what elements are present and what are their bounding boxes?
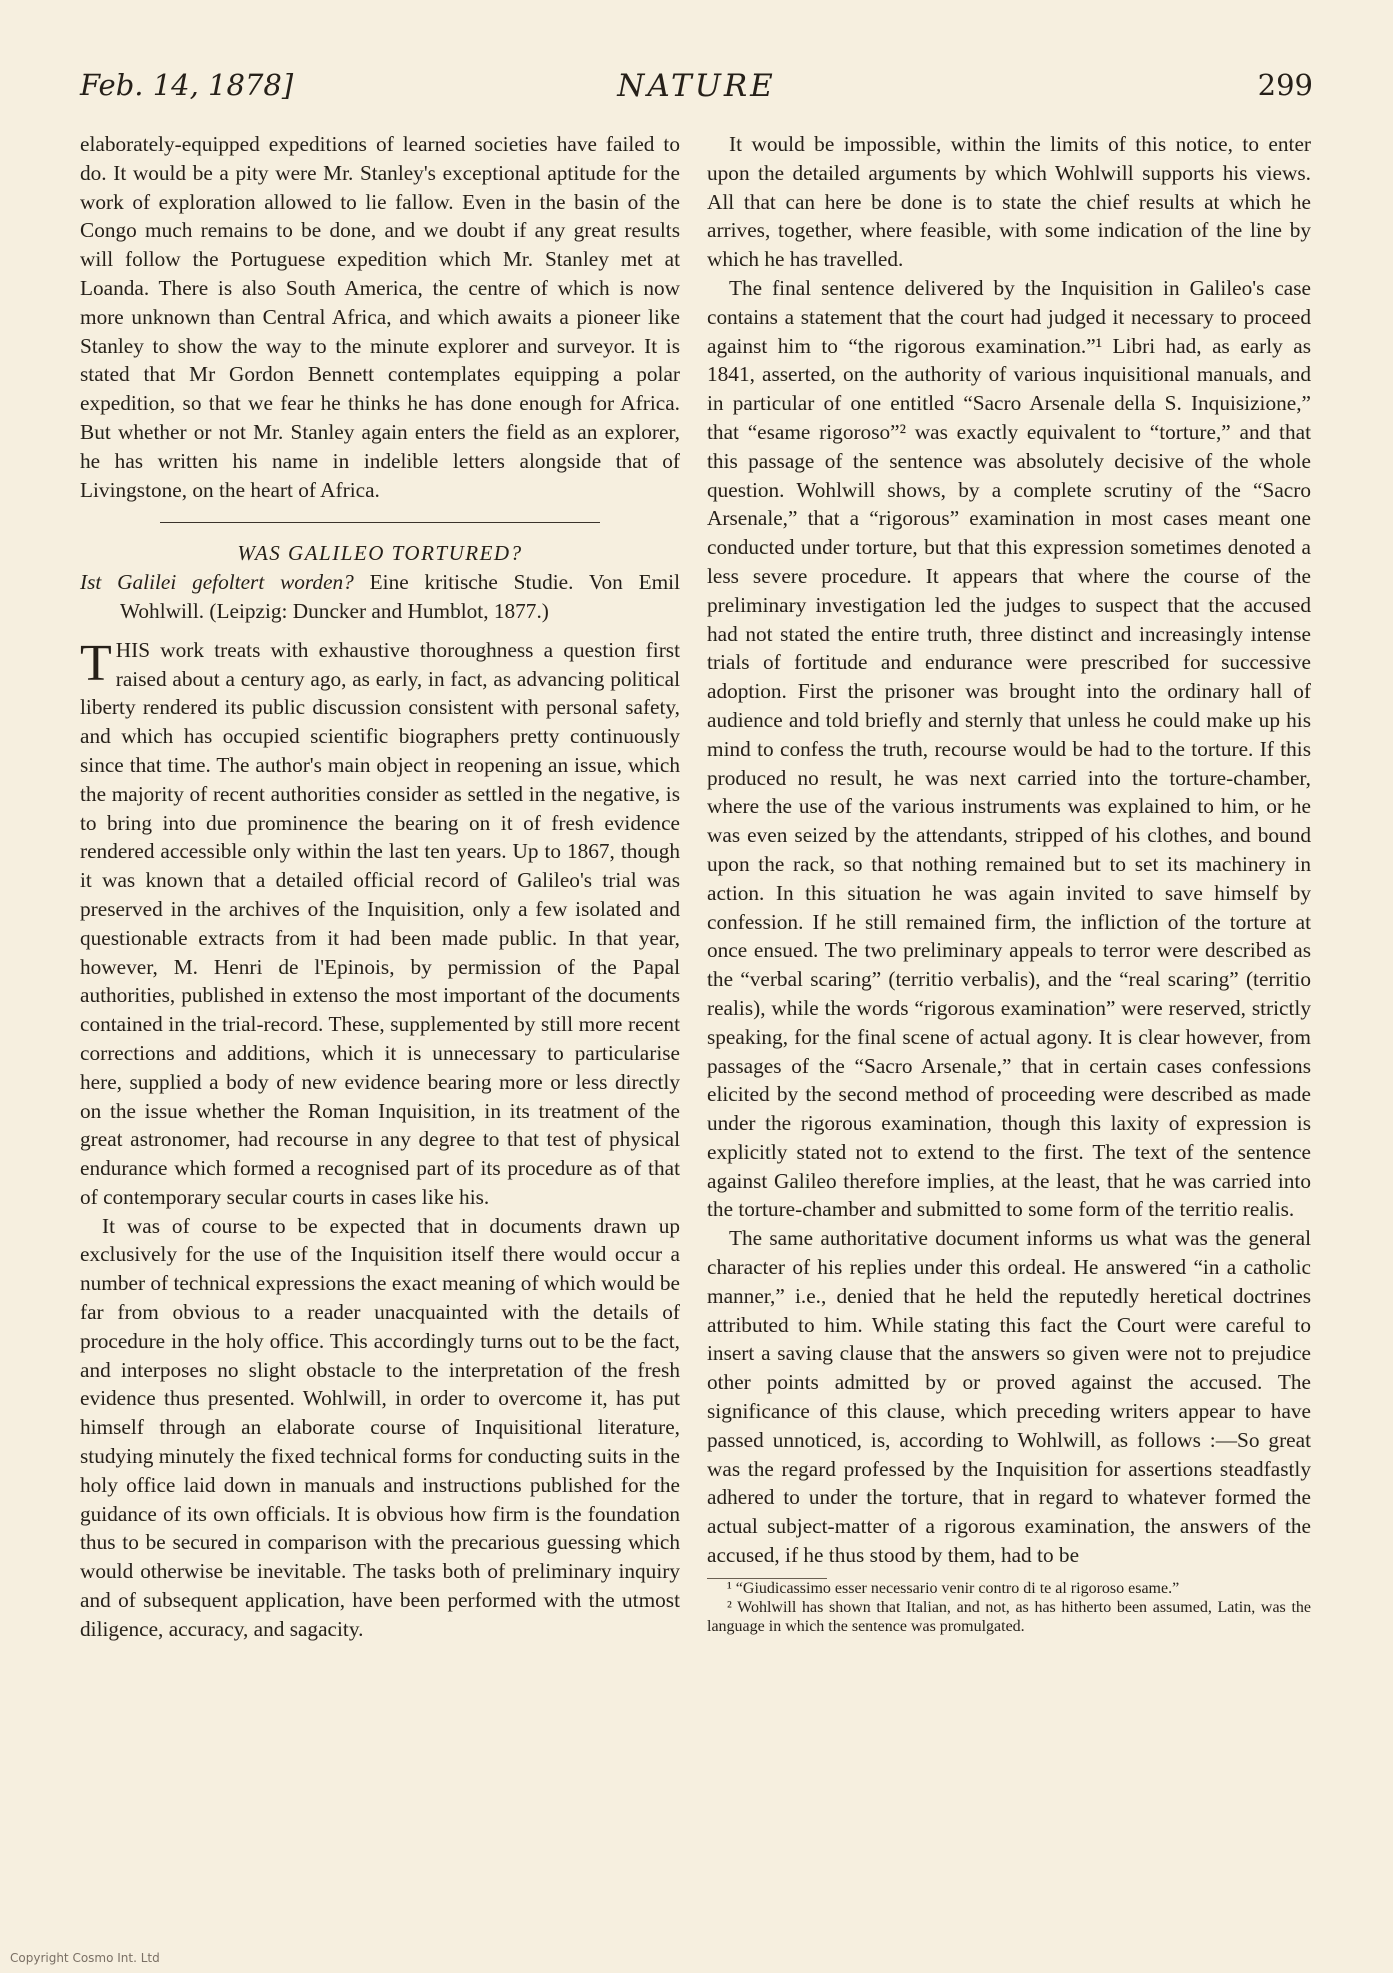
article-paragraph-3: It would be impossible, within the limits of this notice, to enter upon the detailed arguments by which Wohlwill supports his views. All that can here be done is to state the chief results at which he arrives, together, where feasible, with some indication of the line by which he has travelled. [707, 132, 1311, 272]
review-book-title: Ist Galilei gefoltert worden? [80, 570, 354, 595]
right-column [707, 130, 1311, 1636]
copyright-watermark: Copyright Cosmo Int. Ltd [10, 1951, 160, 1965]
article-title: WAS GALILEO TORTURED? [237, 541, 523, 566]
section-divider [160, 522, 600, 523]
drop-cap: T [80, 634, 112, 692]
review-book-details: Eine kritische Studie. Von Emil Wohlwill. (Leipzig: Duncker and Humblot, 1877.) [120, 570, 681, 623]
running-header [80, 68, 1313, 116]
journal-title: NATURE [617, 68, 776, 104]
footnote-2: ² Wohlwill has shown that Italian, and not, as has hitherto been assumed, Latin, was the language in which the sentence was promulgated. [707, 1598, 1311, 1635]
issue-date: Feb. 14, 1878] [80, 68, 294, 102]
footnote-1: ¹ “Giudicassimo esser necessario venir contro di te al rigoroso esame.” [727, 1579, 1180, 1597]
article-paragraph-4: The final sentence delivered by the Inquisition in Galileo's case contains a statement that the court had judged it necessary to proceed against him to “the rigorous examination.”¹ Libri had, as early as 1841, asserted, on the authority of various inquisitional manuals, and in particular of one entitled “Sacro Arsenale della S. Inquisizione,” that “esame rigoroso”² was exactly equivalent to “torture,” and that this passage of the sentence was absolutely decisive of the whole question. Wohlwill shows, by a complete scrutiny of the “Sacro Arsenale,” that a “rigorous” examination in most cases meant one conducted under torture, but that this expression sometimes denoted a less severe procedure. It appears that where the course of the preliminary investigation led the judges to suspect that the accused had not stated the entire truth, three distinct and increasingly intense trials of fortitude and endurance were prescribed for successive adoption. First the prisoner was brought into the ordinary hall of audience and told briefly and sternly that unless he could make up his mind to confess the truth, recourse would be had to the torture. If this produced no result, he was next carried into the torture-chamber, where the use of the various instruments was explained to him, or he was even seized by the attendants, stripped of his clothes, and bound upon the rack, so that nothing remained but to set its machinery in action. In this situation he was again invited to save himself by confession. If he still remained firm, the infliction of the torture at once ensued. The two preliminary appeals to terror were described as the “verbal scaring” (territio verbalis), and the “real scaring” (territio realis), while the words “rigorous examination” were reserved, strictly speaking, for the final scene of actual agony. It is clear however, from passages of the “Sacro Arsenale,” that in certain cases confessions elicited by the second method of proceeding were described as made under the rigorous examination, though this laxity of expression is explicitly stated not to extend to the first. The text of the sentence against Galileo therefore implies, at the least, that he was carried into the torture-chamber and submitted to some form of the territio realis. [707, 275, 1311, 1222]
article-paragraph-1-text: HIS work treats with exhaustive thoroughness a question first raised about a century ago, as early, in fact, as advancing political liberty rendered its public discussion consistent with personal safety, and which has occupied scientific biographers pretty continuously since that time. The author's main object in reopening an issue, which the majority of recent authorities consider as settled in the negative, is to bring into due prominence the bearing on it of fresh evidence rendered accessible only within the last ten years. Up to 1867, though it was known that a detailed official record of Galileo's trial was preserved in the archives of the Inquisition, only a few isolated and questionable extracts from it had been made public. In that year, however, M. Henri de l'Epinois, by permission of the Papal authorities, published in extenso the most important of the documents contained in the trial-record. These, supplemented by still more recent corrections and additions, which it is unnecessary to particularise here, supplied a body of new evidence bearing more or less directly on the issue whether the Roman Inquisition, in its treatment of the great astronomer, had recourse in any degree to that test of physical endurance which formed a recognised part of its procedure as of that of contemporary secular courts in cases like his. [80, 637, 680, 1209]
page-number: 299 [1257, 68, 1313, 102]
article-paragraph-5: The same authoritative document informs us what was the general character of his replies under this ordeal. He answered “in a catholic manner,” i.e., denied that he held the reputedly heretical doctrines attributed to him. While stating this fact the Court were careful to insert a saving clause that the answers so given were not to prejudice other points admitted by or proved against the accused. The significance of this clause, which preceding writers appear to have passed unnoticed, is, according to Wohlwill, as follows :—So great was the regard professed by the Inquisition for assertions steadfastly adhered to under the torture, that in regard to whatever formed the actual subject-matter of a rigorous examination, the answers of the accused, if he thus stood by them, had to be [707, 1226, 1311, 1568]
article-paragraph-2: It was of course to be expected that in documents drawn up exclusively for the use of the Inquisition itself there would occur a number of technical expressions the exact meaning of which would be far from obvious to a reader unacquainted with the details of procedure in the holy office. This accordingly turns out to be the fact, and interposes no slight obstacle to the interpretation of the fresh evidence thus presented. Wohlwill, in order to overcome it, has put himself through an elaborate course of Inquisitional literature, studying minutely the fixed technical forms for conducting suits in the holy office laid down in manuals and instructions published for the guidance of its own officials. It is obvious how firm is the foundation thus to be secured in comparison with the precarious guessing which would otherwise be inevitable. The tasks both of preliminary inquiry and of subsequent application, have been performed with the utmost diligence, accuracy, and sagacity. [80, 1213, 680, 1641]
review-citation [80, 568, 680, 626]
continued-paragraph: elaborately-equipped expeditions of learned societies have failed to do. It would be a pity were Mr. Stanley's exceptional aptitude for the work of exploration allowed to lie fallow. Even in the basin of the Congo much remains to be done, and we doubt if any great results will follow the Portuguese expedition which Mr. Stanley met at Loanda. There is also South America, the centre of which is now more unknown than Central Africa, and which awaits a pioneer like Stanley to show the way to the minute explorer and surveyor. It is stated that Mr Gordon Bennett contemplates equipping a polar expedition, so that we fear he thinks he has done enough for Africa. But whether or not Mr. Stanley again enters the field as an explorer, he has written his name in indelible letters alongside that of Livingstone, on the heart of Africa. [80, 132, 680, 502]
left-column [80, 130, 680, 1644]
article-paragraph-1 [80, 636, 680, 1212]
